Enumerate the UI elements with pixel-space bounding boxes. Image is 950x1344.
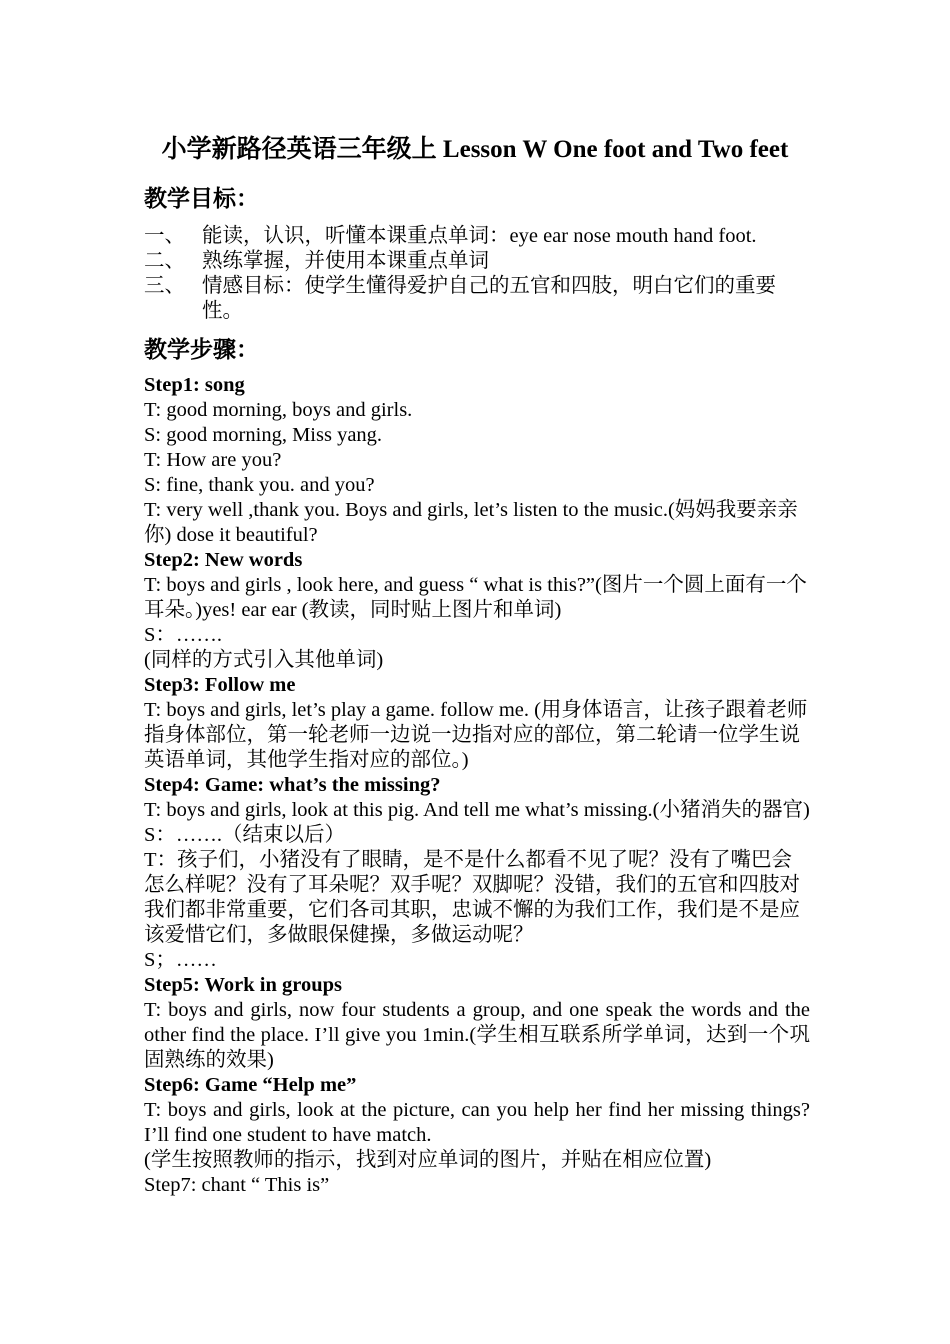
steps-heading: 教学步骤： [144,337,259,362]
dialogue-line: S：…….（结束以后） [144,824,346,846]
goals-list [144,224,814,324]
goal-text: 能读，认识，听懂本课重点单词：eye ear nose mouth hand foot. [202,225,757,247]
document-title: 小学新路径英语三年级上 Lesson W One foot and Two feet [161,136,789,163]
dialogue-line: S；…… [144,949,217,971]
note-line: (学生按照教师的指示，找到对应单词的图片，并贴在相应位置) [144,1149,712,1171]
dialogue-line: S: good morning, Miss yang. [144,424,383,446]
dialogue-line: T: boys and girls, look at this pig. And tell me what’s missing.(小猪消失的器官) [144,799,810,821]
dialogue-line: T: boys and girls, look at the picture, can you help her find her missing things?I’ll find one student to have match. [144,1099,810,1146]
goal-number: 二、 [144,250,185,272]
goals-heading: 教学目标： [144,186,259,211]
goal-text: 情感目标：使学生懂得爱护自己的五官和四肢，明白它们的重要性。 [202,275,776,322]
step-heading: Step1: song [144,374,245,396]
step-heading: Step3: Follow me [144,674,296,696]
dialogue-line: S：……. [144,624,223,646]
step-heading: Step2: New words [144,549,303,571]
goal-number: 三、 [144,275,185,297]
dialogue-line: T: boys and girls, now four students a group, and one speak the words and the other find the place. I’ll give you 1min.(学生相互联系所学单词，达到一个巩固熟练的效果) [144,999,810,1071]
step-heading: Step4: Game: what’s the missing? [144,774,441,796]
dialogue-line: T: good morning, boys and girls. [144,399,413,421]
dialogue-line: T: How are you? [144,449,282,471]
step-heading: Step6: Game “Help me” [144,1074,357,1096]
dialogue-line: T: very well ,thank you. Boys and girls, let’s listen to the music.(妈妈我要亲亲你) dose it beautiful? [144,499,798,546]
dialogue-line: T: boys and girls , look here, and guess “ what is this?”(图片一个圆上面有一个耳朵。)yes! ear ear (教读，同时贴上图片和单词) [144,574,807,621]
dialogue-line: S: fine, thank you. and you? [144,474,375,496]
dialogue-line: T: boys and girls, let’s play a game. follow me. (用身体语言，让孩子跟着老师指身体部位，第一轮老师一边说一边指对应的部位，第二轮请一位学生说英语单词，其他学生指对应的部位。) [144,699,808,771]
step-heading-plain: Step7: chant “ This is” [144,1174,330,1196]
goal-item [144,274,814,324]
goal-number: 一、 [144,225,185,247]
goal-text: 熟练掌握，并使用本课重点单词 [202,250,489,272]
goal-item [144,249,814,274]
steps-body [144,373,810,1198]
step-heading: Step5: Work in groups [144,974,343,996]
dialogue-line: T：孩子们，小猪没有了眼睛，是不是什么都看不见了呢？没有了嘴巴会怎么样呢？没有了耳朵呢？双手呢？双脚呢？没错，我们的五官和四肢对我们都非常重要，它们各司其职，忠诚不懈的为我们工作，我们是不是应该爱惜它们，多做眼保健操，多做运动呢？ [144,849,800,946]
goal-item [144,224,814,249]
note-line: (同样的方式引入其他单词) [144,649,384,671]
